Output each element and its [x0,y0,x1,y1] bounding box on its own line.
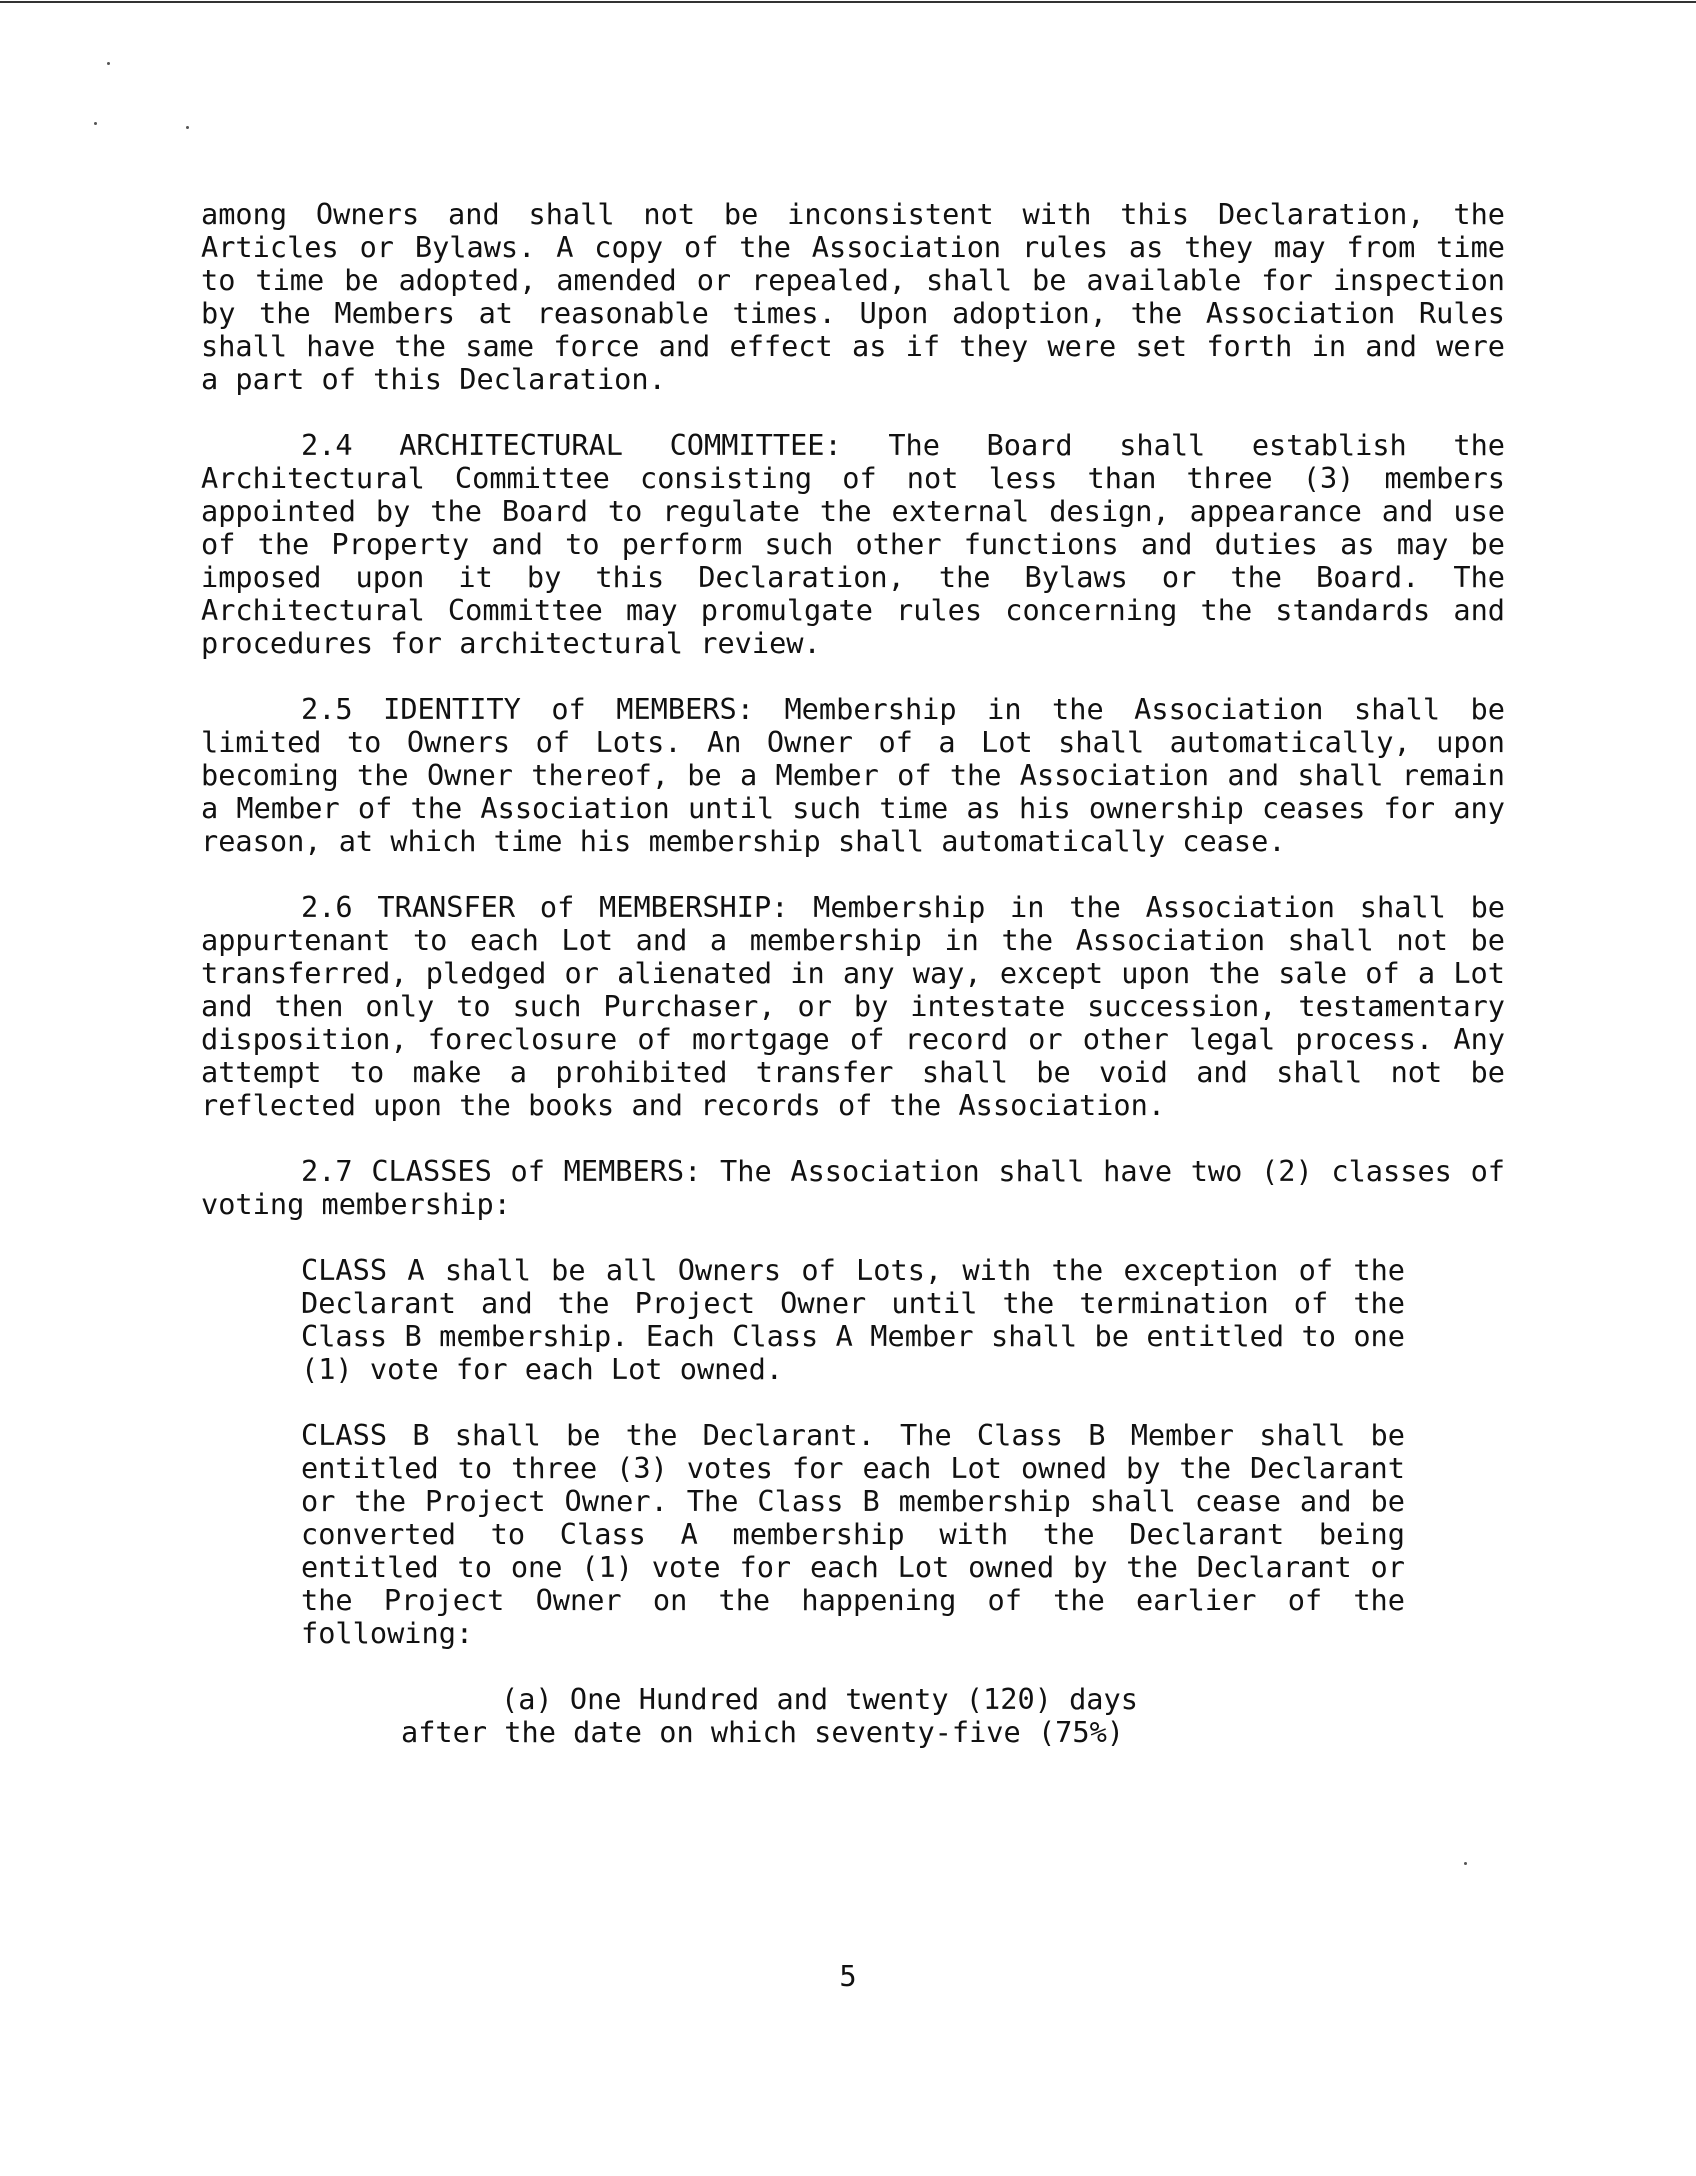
sub-item-a-line-1: (a) One Hundred and twenty (120) days [501,1682,1138,1716]
paragraph-continuation: among Owners and shall not be inconsistent with this Declaration, the Articles or Bylaws. A copy of the Association rules as they may from time to time be adopted, amended or repealed, shall be available for inspection by the Members at reasonable times. Upon adoption, the Association Rules shall have the same force and effect as if they were set forth in and were a part of this Declaration. [201,197,1505,396]
page-number: 5 [839,1959,857,1993]
paragraph-identity-of-members: 2.5 IDENTITY of MEMBERS: Membership in the Association shall be limited to Owners of Lots. An Owner of a Lot shall automatically, upon becoming the Owner thereof, be a Member of the Association and shall remain a Member of the Association until such time as his ownership ceases for any reason, at which time his membership shall automatically cease. [201,692,1505,858]
scan-speck [94,122,97,125]
scan-speck [1464,1862,1467,1865]
class-b-definition: CLASS B shall be the Declarant. The Class B Member shall be entitled to three (3) votes for each Lot owned by the Declarant or the Project Owner. The Class B membership shall cease and be converted to Class A membership with the Declarant being entitled to one (1) vote for each Lot owned by the Declarant or the Project Owner on the happening of the earlier of the following: [301,1418,1405,1650]
document-page [201,198,1505,1749]
scan-speck [186,126,189,129]
sub-item-a [401,1683,1305,1749]
paragraph-architectural-committee: 2.4 ARCHITECTURAL COMMITTEE: The Board shall establish the Architectural Committee consisting of not less than three (3) members appointed by the Board to regulate the external design, appearance and use of the Property and to perform such other functions and duties as may be imposed upon it by this Declaration, the Bylaws or the Board. The Architectural Committee may promulgate rules concerning the standards and procedures for architectural review. [201,428,1505,660]
paragraph-classes-of-members: 2.7 CLASSES of MEMBERS: The Association shall have two (2) classes of voting membership: [201,1154,1505,1221]
class-a-definition: CLASS A shall be all Owners of Lots, with the exception of the Declarant and the Project Owner until the termination of the Class B membership. Each Class A Member shall be entitled to one (1) vote for each Lot owned. [301,1253,1405,1386]
paragraph-transfer-of-membership: 2.6 TRANSFER of MEMBERSHIP: Membership in the Association shall be appurtenant to each Lot and a membership in the Association shall not be transferred, pledged or alienated in any way, except upon the sale of a Lot and then only to such Purchaser, or by intestate succession, testamentary disposition, foreclosure of mortgage of record or other legal process. Any attempt to make a prohibited transfer shall be void and shall not be reflected upon the books and records of the Association. [201,890,1505,1122]
scan-edge-line [0,1,1696,3]
scan-speck [107,62,110,65]
sub-item-a-line-2: after the date on which seventy-five (75%) [401,1715,1125,1749]
